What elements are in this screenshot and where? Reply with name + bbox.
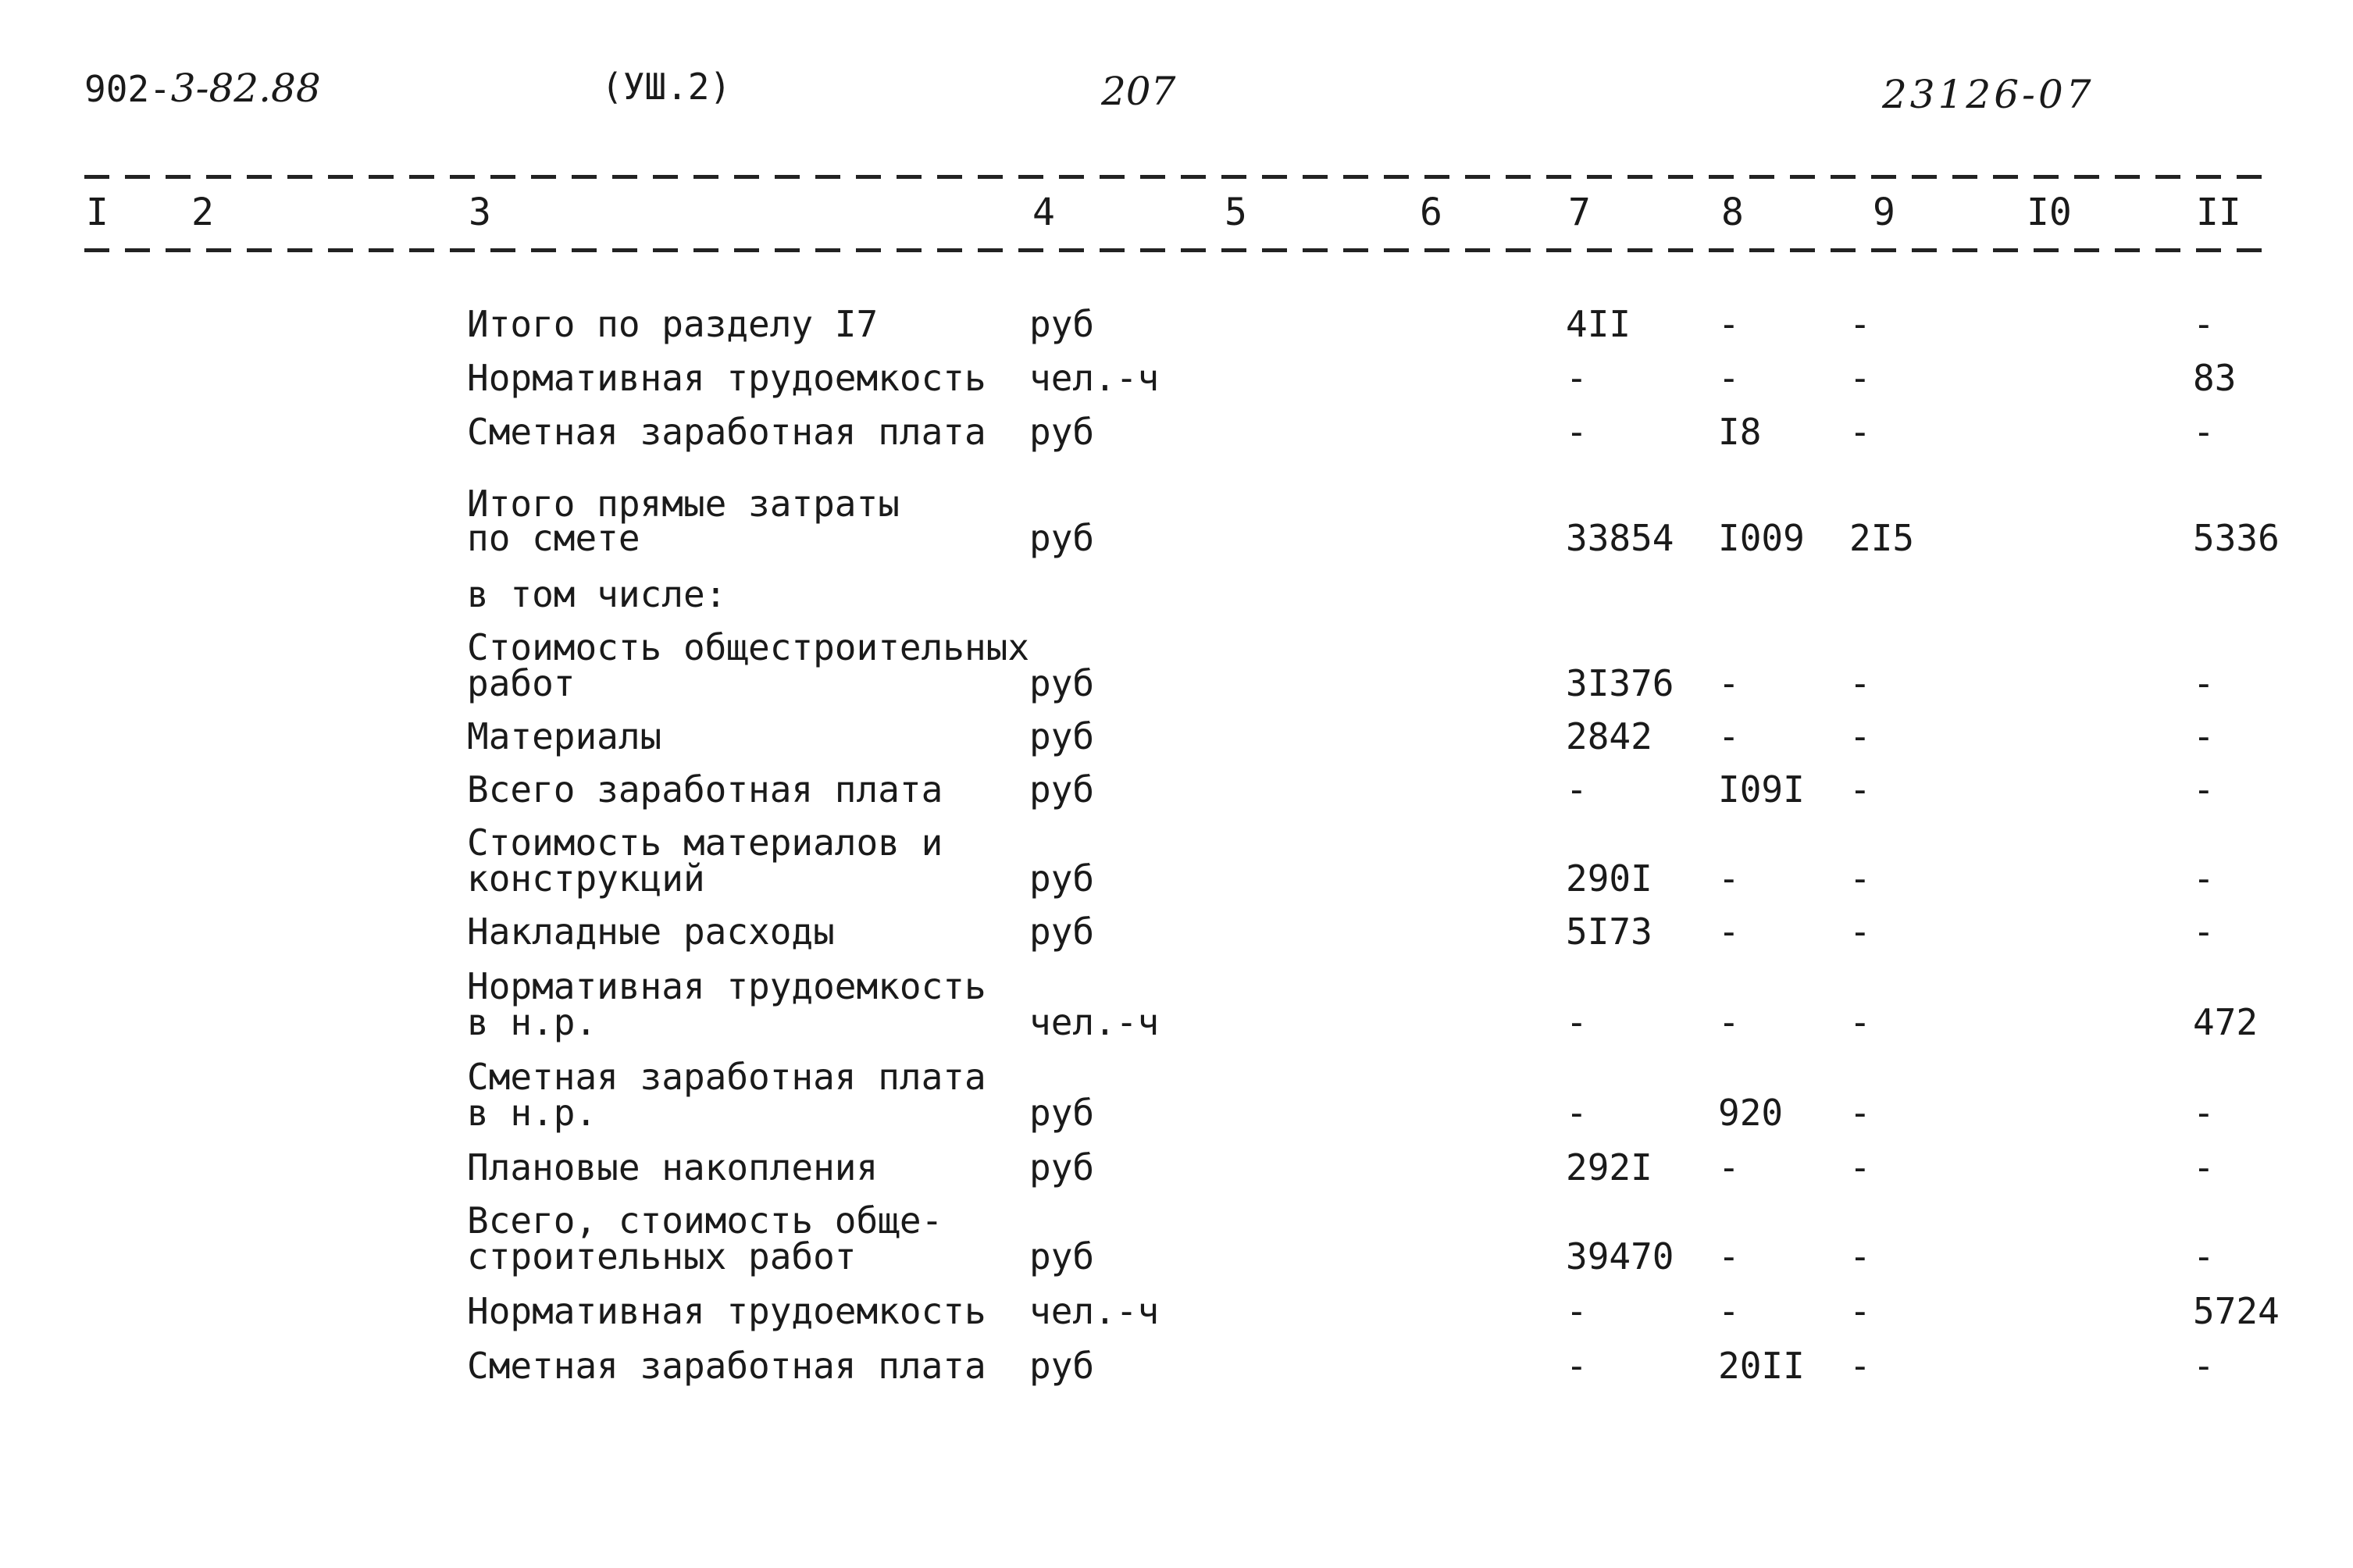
row-unit: чел.-ч: [1029, 1001, 1160, 1043]
row-col9: -: [1849, 1146, 1871, 1188]
row-name: Сметная заработная плата: [467, 411, 986, 453]
row-name: Нормативная трудоемкость: [467, 1290, 986, 1332]
row-col11: -: [2193, 715, 2215, 757]
row-unit: руб: [1029, 662, 1095, 704]
row-col8: -: [1718, 1146, 1740, 1188]
row-name-line1: Нормативная трудоемкость: [467, 965, 986, 1007]
row-col8: -: [1718, 1235, 1740, 1278]
row-name: Материалы: [467, 715, 662, 757]
row-col7: -: [1566, 1290, 1588, 1332]
row-col7: 290I: [1566, 857, 1652, 900]
row-col7: 4II: [1566, 303, 1631, 345]
row-col9: -: [1849, 411, 1871, 453]
row-col8: -: [1718, 857, 1740, 900]
row-col11: -: [2193, 911, 2215, 953]
row-name-line1: Стоимость материалов и: [467, 821, 943, 864]
column-number: 3: [469, 191, 491, 234]
row-col9: -: [1849, 1290, 1871, 1332]
row-col9: -: [1849, 1235, 1871, 1278]
row-col7: -: [1566, 357, 1588, 399]
row-col9: -: [1849, 911, 1871, 953]
row-col9: -: [1849, 715, 1871, 757]
row-col9: -: [1849, 768, 1871, 811]
row-name-line2: в н.р.: [467, 1001, 597, 1043]
row-name: Накладные расходы: [467, 911, 835, 953]
row-name-line1: Всего, стоимость обще-: [467, 1199, 943, 1242]
row-col8: I8: [1718, 411, 1762, 453]
row-name: Всего заработная плата: [467, 768, 943, 811]
document-code: [84, 66, 321, 111]
row-name-line1: Стоимость общестроительных: [467, 626, 1030, 668]
row-col8: -: [1718, 357, 1740, 399]
row-col8: -: [1718, 911, 1740, 953]
row-unit: руб: [1029, 1146, 1095, 1188]
row-unit: руб: [1029, 411, 1095, 453]
row-col9: -: [1849, 1092, 1871, 1134]
row-unit: руб: [1029, 1092, 1095, 1134]
row-col11: 5724: [2193, 1290, 2280, 1332]
row-unit: руб: [1029, 303, 1095, 345]
row-unit: руб: [1029, 857, 1095, 900]
row-col11: -: [2193, 1345, 2215, 1387]
row-name: Нормативная трудоемкость: [467, 357, 986, 399]
document-code-suffix: 3-82.88: [170, 66, 321, 111]
row-col9: 2I5: [1849, 517, 1915, 559]
row-col11: 5336: [2193, 517, 2280, 559]
row-col8: -: [1718, 662, 1740, 704]
column-number: 6: [1420, 191, 1442, 234]
column-number: 4: [1032, 191, 1055, 234]
row-name-line1: Итого прямые затраты: [467, 483, 900, 525]
row-unit: руб: [1029, 911, 1095, 953]
row-col11: 83: [2193, 357, 2237, 399]
row-col7: 5I73: [1566, 911, 1652, 953]
row-col8: I09I: [1718, 768, 1805, 811]
row-col7: -: [1566, 1001, 1588, 1043]
row-name: в том числе:: [467, 573, 727, 615]
page-number: 207: [1101, 69, 1176, 114]
column-number: II: [2196, 191, 2241, 234]
row-col7: -: [1566, 768, 1588, 811]
row-col9: -: [1849, 1001, 1871, 1043]
column-number: I0: [2027, 191, 2072, 234]
row-name-line2: работ: [467, 662, 576, 704]
row-col8: 20II: [1718, 1345, 1805, 1387]
row-col8: -: [1718, 715, 1740, 757]
inventory-number: 23126-07: [1882, 72, 2095, 117]
row-col8: I009: [1718, 517, 1805, 559]
row-col11: -: [2193, 857, 2215, 900]
row-name-line2: конструкций: [467, 857, 705, 900]
row-name-line1: Сметная заработная плата: [467, 1056, 986, 1098]
row-unit: руб: [1029, 715, 1095, 757]
header-rule-top: [84, 175, 2271, 179]
column-number: 9: [1873, 191, 1895, 234]
column-number: 2: [191, 191, 214, 234]
row-col11: -: [2193, 303, 2215, 345]
row-col7: -: [1566, 1345, 1588, 1387]
row-col11: -: [2193, 1235, 2215, 1278]
row-name-line2: строительных работ: [467, 1235, 857, 1278]
row-col9: -: [1849, 303, 1871, 345]
row-unit: руб: [1029, 1235, 1095, 1278]
row-col8: 920: [1718, 1092, 1784, 1134]
header-rule-bottom: [84, 248, 2271, 252]
row-col11: 472: [2193, 1001, 2259, 1043]
row-col9: -: [1849, 357, 1871, 399]
column-number: 5: [1225, 191, 1247, 234]
row-col11: -: [2193, 1092, 2215, 1134]
document-code-prefix: 902-: [84, 68, 171, 110]
row-unit: чел.-ч: [1029, 357, 1160, 399]
row-name-line2: по смете: [467, 517, 640, 559]
row-col7: 2842: [1566, 715, 1652, 757]
row-name-line2: в н.р.: [467, 1092, 597, 1134]
row-col7: -: [1566, 411, 1588, 453]
row-col7: 33854: [1566, 517, 1674, 559]
row-col9: -: [1849, 1345, 1871, 1387]
row-col8: -: [1718, 1001, 1740, 1043]
row-col7: 39470: [1566, 1235, 1674, 1278]
row-col11: -: [2193, 411, 2215, 453]
row-col9: -: [1849, 662, 1871, 704]
row-unit: руб: [1029, 768, 1095, 811]
column-number: 7: [1568, 191, 1591, 234]
row-col7: 292I: [1566, 1146, 1652, 1188]
row-col11: -: [2193, 662, 2215, 704]
row-col11: -: [2193, 1146, 2215, 1188]
row-col11: -: [2193, 768, 2215, 811]
album-label: (УШ.2): [601, 66, 732, 108]
row-name: Плановые накопления: [467, 1146, 879, 1188]
row-unit: чел.-ч: [1029, 1290, 1160, 1332]
column-number: 8: [1721, 191, 1744, 234]
row-col7: -: [1566, 1092, 1588, 1134]
row-name: Сметная заработная плата: [467, 1345, 986, 1387]
row-col9: -: [1849, 857, 1871, 900]
row-unit: руб: [1029, 1345, 1095, 1387]
row-col8: -: [1718, 1290, 1740, 1332]
row-unit: руб: [1029, 517, 1095, 559]
column-number: I: [86, 191, 109, 234]
row-col8: -: [1718, 303, 1740, 345]
row-col7: 3I376: [1566, 662, 1674, 704]
row-name: Итого по разделу I7: [467, 303, 879, 345]
